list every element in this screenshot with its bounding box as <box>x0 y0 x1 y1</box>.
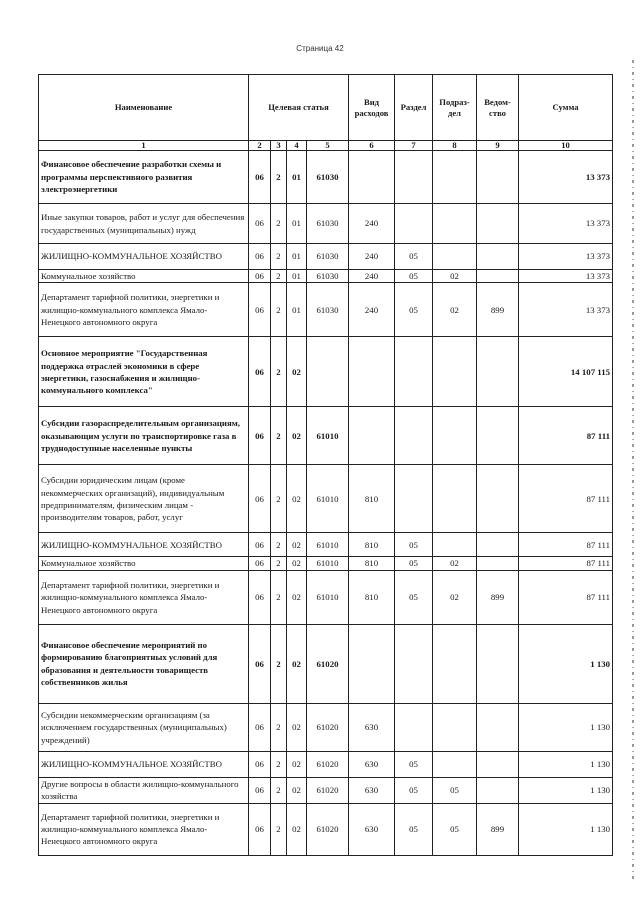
section-code <box>395 624 433 703</box>
target-code-activity: 01 <box>287 244 307 270</box>
target-code-direction: 61030 <box>307 204 349 244</box>
expense-type-code: 810 <box>349 570 395 624</box>
target-code-activity: 02 <box>287 407 307 465</box>
subsection-code: 02 <box>433 283 477 337</box>
department-code <box>477 533 519 557</box>
table-row <box>39 407 613 465</box>
target-code-direction: 61010 <box>307 465 349 533</box>
section-code <box>395 703 433 751</box>
section-code: 05 <box>395 803 433 855</box>
target-code-program: 06 <box>249 624 271 703</box>
expense-type-code <box>349 151 395 204</box>
subsection-code <box>433 533 477 557</box>
row-sum: 14 107 115 <box>519 337 613 407</box>
target-code-direction: 61010 <box>307 407 349 465</box>
target-code-activity: 02 <box>287 624 307 703</box>
target-code-subprogram: 2 <box>271 570 287 624</box>
target-code-activity: 01 <box>287 283 307 337</box>
target-code-activity: 01 <box>287 204 307 244</box>
expense-type-code <box>349 337 395 407</box>
expense-type-code: 810 <box>349 533 395 557</box>
expense-type-code: 630 <box>349 777 395 803</box>
department-code <box>477 244 519 270</box>
target-code-direction: 61030 <box>307 283 349 337</box>
expense-type-code <box>349 624 395 703</box>
expense-type-code: 240 <box>349 270 395 283</box>
table-row <box>39 557 613 570</box>
target-code-program: 06 <box>249 204 271 244</box>
row-sum: 1 130 <box>519 803 613 855</box>
target-code-subprogram: 2 <box>271 557 287 570</box>
section-code <box>395 204 433 244</box>
expense-type-code: 240 <box>349 283 395 337</box>
department-code <box>477 151 519 204</box>
department-code <box>477 407 519 465</box>
row-sum: 13 373 <box>519 204 613 244</box>
subsection-code: 05 <box>433 803 477 855</box>
target-code-program: 06 <box>249 337 271 407</box>
row-sum: 13 373 <box>519 244 613 270</box>
target-code-subprogram: 2 <box>271 624 287 703</box>
department-code <box>477 557 519 570</box>
page-number-label: Страница 42 <box>296 44 344 53</box>
target-code-activity: 02 <box>287 337 307 407</box>
target-code-program: 06 <box>249 465 271 533</box>
column-number: 7 <box>395 141 433 151</box>
row-sum: 87 111 <box>519 533 613 557</box>
department-code <box>477 204 519 244</box>
section-code <box>395 337 433 407</box>
subsection-code: 02 <box>433 270 477 283</box>
section-code <box>395 407 433 465</box>
target-code-program: 06 <box>249 703 271 751</box>
target-code-program: 06 <box>249 533 271 557</box>
column-number: 6 <box>349 141 395 151</box>
target-code-program: 06 <box>249 151 271 204</box>
target-code-subprogram: 2 <box>271 270 287 283</box>
target-code-program: 06 <box>249 803 271 855</box>
subsection-code <box>433 337 477 407</box>
row-name: Субсидии газораспределительным организациям, оказывающим услуги по транспортировке газа в труднодоступные населенные пункты <box>39 407 249 465</box>
target-code-activity: 02 <box>287 777 307 803</box>
table-row <box>39 151 613 204</box>
header-target-article: Целевая статья <box>249 75 349 141</box>
column-number: 4 <box>287 141 307 151</box>
target-code-direction: 61020 <box>307 703 349 751</box>
row-sum: 1 130 <box>519 624 613 703</box>
target-code-direction: 61010 <box>307 557 349 570</box>
column-number: 3 <box>271 141 287 151</box>
target-code-subprogram: 2 <box>271 337 287 407</box>
expense-type-code: 630 <box>349 751 395 777</box>
table-row <box>39 283 613 337</box>
expense-type-code: 810 <box>349 557 395 570</box>
row-name: Коммунальное хозяйство <box>39 557 249 570</box>
target-code-activity: 02 <box>287 533 307 557</box>
table-row <box>39 270 613 283</box>
subsection-code: 02 <box>433 557 477 570</box>
row-name: Основное мероприятие "Государственная поддержка отраслей экономики в сфере энергетики, газоснабжения и жилищно-коммунального комплекса" <box>39 337 249 407</box>
section-code: 05 <box>395 533 433 557</box>
row-sum: 87 111 <box>519 407 613 465</box>
row-sum: 87 111 <box>519 557 613 570</box>
department-code: 899 <box>477 803 519 855</box>
section-code: 05 <box>395 570 433 624</box>
section-code: 05 <box>395 557 433 570</box>
section-code: 05 <box>395 244 433 270</box>
target-code-direction: 61030 <box>307 244 349 270</box>
section-code: 05 <box>395 777 433 803</box>
expense-type-code <box>349 407 395 465</box>
row-name: Субсидии некоммерческим организациям (за исключением государственных (муниципальных) учреждений) <box>39 703 249 751</box>
column-number: 5 <box>307 141 349 151</box>
header-expense-type: Вид расходов <box>349 75 395 141</box>
subsection-code <box>433 244 477 270</box>
column-number: 10 <box>519 141 613 151</box>
table-row <box>39 533 613 557</box>
section-code: 05 <box>395 270 433 283</box>
target-code-subprogram: 2 <box>271 465 287 533</box>
table-row <box>39 204 613 244</box>
row-name: ЖИЛИЩНО-КОММУНАЛЬНОЕ ХОЗЯЙСТВО <box>39 751 249 777</box>
row-name: Другие вопросы в области жилищно-коммунального хозяйства <box>39 777 249 803</box>
target-code-activity: 02 <box>287 703 307 751</box>
subsection-code <box>433 204 477 244</box>
expense-type-code: 630 <box>349 803 395 855</box>
row-name: Субсидии юридическим лицам (кроме некоммерческих организаций), индивидуальным предпринимателям, физическим лицам - производителям товаров, работ, услуг <box>39 465 249 533</box>
table-body <box>39 151 613 856</box>
subsection-code <box>433 624 477 703</box>
target-code-direction <box>307 337 349 407</box>
target-code-direction: 61020 <box>307 751 349 777</box>
scan-edge <box>632 60 634 880</box>
target-code-program: 06 <box>249 570 271 624</box>
subsection-code <box>433 465 477 533</box>
header-row <box>39 75 613 141</box>
subsection-code <box>433 407 477 465</box>
column-number: 9 <box>477 141 519 151</box>
department-code: 899 <box>477 570 519 624</box>
section-code: 05 <box>395 751 433 777</box>
expense-type-code: 240 <box>349 204 395 244</box>
target-code-program: 06 <box>249 270 271 283</box>
target-code-program: 06 <box>249 751 271 777</box>
row-sum: 13 373 <box>519 270 613 283</box>
table-row <box>39 751 613 777</box>
target-code-subprogram: 2 <box>271 751 287 777</box>
target-code-activity: 01 <box>287 151 307 204</box>
subsection-code <box>433 751 477 777</box>
row-name: Финансовое обеспечение разработки схемы и программы перспективного развития электроэнергетики <box>39 151 249 204</box>
row-name: Иные закупки товаров, работ и услуг для обеспечения государственных (муниципальных) нужд <box>39 204 249 244</box>
row-name: Департамент тарифной политики, энергетики и жилищно-коммунального комплекса Ямало-Ненецкого автономного округа <box>39 570 249 624</box>
table-row <box>39 570 613 624</box>
row-sum: 87 111 <box>519 570 613 624</box>
row-name: Коммунальное хозяйство <box>39 270 249 283</box>
subsection-code: 05 <box>433 777 477 803</box>
target-code-direction: 61030 <box>307 151 349 204</box>
target-code-direction: 61020 <box>307 624 349 703</box>
target-code-direction: 61010 <box>307 533 349 557</box>
section-code <box>395 151 433 204</box>
table-row <box>39 624 613 703</box>
target-code-activity: 01 <box>287 270 307 283</box>
target-code-subprogram: 2 <box>271 803 287 855</box>
row-sum: 1 130 <box>519 777 613 803</box>
column-number: 8 <box>433 141 477 151</box>
target-code-program: 06 <box>249 777 271 803</box>
table-row <box>39 803 613 855</box>
target-code-activity: 02 <box>287 803 307 855</box>
target-code-subprogram: 2 <box>271 533 287 557</box>
budget-table <box>38 74 613 856</box>
subsection-code: 02 <box>433 570 477 624</box>
target-code-direction: 61010 <box>307 570 349 624</box>
subsection-code <box>433 151 477 204</box>
department-code <box>477 624 519 703</box>
expense-type-code: 810 <box>349 465 395 533</box>
table-row <box>39 703 613 751</box>
expense-type-code: 630 <box>349 703 395 751</box>
row-sum: 13 373 <box>519 151 613 204</box>
row-name: Департамент тарифной политики, энергетики и жилищно-коммунального комплекса Ямало-Ненецкого автономного округа <box>39 803 249 855</box>
target-code-subprogram: 2 <box>271 204 287 244</box>
row-sum: 1 130 <box>519 751 613 777</box>
header-section: Раздел <box>395 75 433 141</box>
target-code-activity: 02 <box>287 751 307 777</box>
target-code-direction: 61020 <box>307 803 349 855</box>
department-code <box>477 777 519 803</box>
target-code-direction: 61020 <box>307 777 349 803</box>
department-code <box>477 465 519 533</box>
department-code: 899 <box>477 283 519 337</box>
subsection-code <box>433 703 477 751</box>
department-code <box>477 270 519 283</box>
row-name: ЖИЛИЩНО-КОММУНАЛЬНОЕ ХОЗЯЙСТВО <box>39 244 249 270</box>
table-row <box>39 777 613 803</box>
target-code-program: 06 <box>249 283 271 337</box>
target-code-activity: 02 <box>287 557 307 570</box>
target-code-subprogram: 2 <box>271 407 287 465</box>
target-code-subprogram: 2 <box>271 244 287 270</box>
target-code-subprogram: 2 <box>271 703 287 751</box>
row-sum: 1 130 <box>519 703 613 751</box>
column-number: 2 <box>249 141 271 151</box>
header-sum: Сумма <box>519 75 613 141</box>
column-number: 1 <box>39 141 249 151</box>
table-row <box>39 244 613 270</box>
target-code-subprogram: 2 <box>271 151 287 204</box>
row-name: Департамент тарифной политики, энергетики и жилищно-коммунального комплекса Ямало-Ненецкого автономного округа <box>39 283 249 337</box>
target-code-activity: 02 <box>287 570 307 624</box>
table-row <box>39 337 613 407</box>
target-code-program: 06 <box>249 407 271 465</box>
table-row <box>39 465 613 533</box>
department-code <box>477 703 519 751</box>
header-department: Ведом-ство <box>477 75 519 141</box>
target-code-subprogram: 2 <box>271 283 287 337</box>
section-code: 05 <box>395 283 433 337</box>
row-name: Финансовое обеспечение мероприятий по формированию благоприятных условий для образования и деятельности товариществ собственников жилья <box>39 624 249 703</box>
row-name: ЖИЛИЩНО-КОММУНАЛЬНОЕ ХОЗЯЙСТВО <box>39 533 249 557</box>
department-code <box>477 751 519 777</box>
target-code-activity: 02 <box>287 465 307 533</box>
header-name: Наименование <box>39 75 249 141</box>
column-number-row <box>39 141 613 151</box>
row-sum: 87 111 <box>519 465 613 533</box>
target-code-direction: 61030 <box>307 270 349 283</box>
target-code-subprogram: 2 <box>271 777 287 803</box>
header-subsection: Подраз-дел <box>433 75 477 141</box>
section-code <box>395 465 433 533</box>
expense-type-code: 240 <box>349 244 395 270</box>
department-code <box>477 337 519 407</box>
row-sum: 13 373 <box>519 283 613 337</box>
target-code-program: 06 <box>249 244 271 270</box>
target-code-program: 06 <box>249 557 271 570</box>
